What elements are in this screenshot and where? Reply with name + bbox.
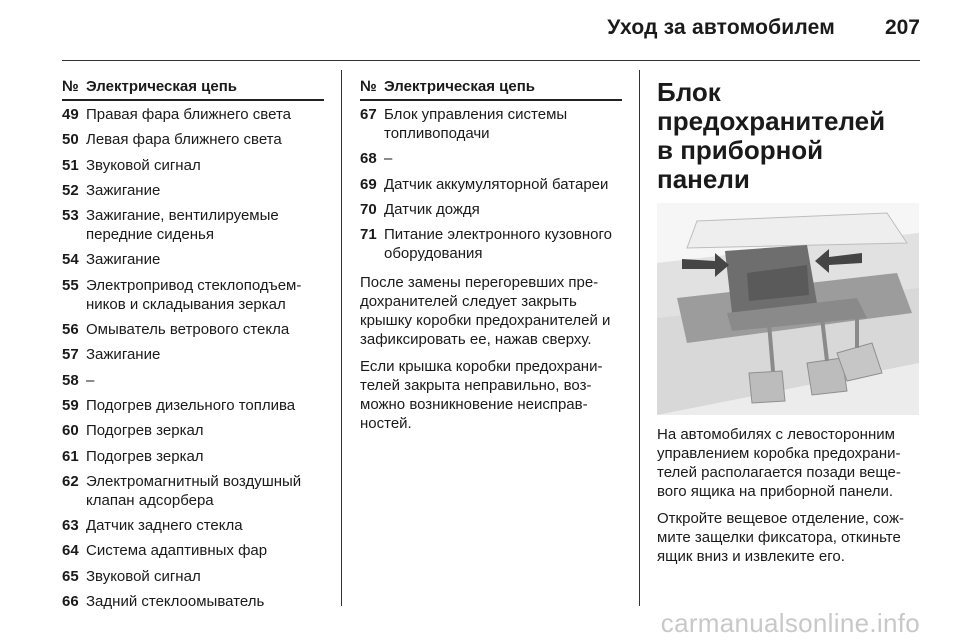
fuse-number: 54 <box>62 251 79 269</box>
col-no-header: № <box>62 78 79 95</box>
table-row <box>62 181 324 200</box>
fuse-number: 62 <box>62 472 79 490</box>
fuse-circuit: Зажигание <box>86 181 161 199</box>
fuse-circuit: Звуковой сигнал <box>86 567 201 585</box>
fuse-circuit: Омыватель ветрового стекла <box>86 321 290 339</box>
section-title: Блок предохранителей в приборной панели <box>657 77 886 194</box>
table-row <box>62 105 324 124</box>
column-divider-1 <box>341 70 342 606</box>
fuse-circuit: Датчик аккумуляторной батареи <box>384 175 609 193</box>
table-row <box>62 250 324 269</box>
fuse-circuit: Датчик дождя <box>384 200 480 218</box>
table-row <box>62 541 324 560</box>
fuse-number: 50 <box>62 131 79 149</box>
header-rule <box>62 60 920 61</box>
fuse-circuit: Задний стеклоомыватель <box>86 593 265 611</box>
table-row <box>360 149 622 168</box>
fuse-number: 56 <box>62 321 79 339</box>
fuse-circuit: – <box>384 150 393 168</box>
page-number: 207 <box>884 16 920 39</box>
fuse-number: 49 <box>62 106 79 123</box>
paragraph-instructions: Откройте вещевое отделение, сож-мите защелки фиксатора, откиньте ящик вниз и извлеките его. <box>657 510 904 565</box>
paragraph-replace-fuses: После замены перегоревших пре-дохранителей следует закрыть крышку коробки предохранителей и зафиксировать ее, нажав сверху. <box>360 274 611 349</box>
fuse-circuit: Электромагнитный воздушный клапан адсорбера <box>86 472 302 509</box>
dashboard-fuse-box-illustration <box>657 203 919 415</box>
fuse-number: 51 <box>62 156 79 174</box>
fuse-number: 68 <box>360 150 377 168</box>
right-column <box>657 78 922 574</box>
table-row <box>62 472 324 510</box>
table-row <box>62 345 324 364</box>
table-row <box>62 592 324 611</box>
fuse-table-left <box>62 77 324 617</box>
table-row <box>62 396 324 415</box>
table-row <box>360 200 622 219</box>
fuse-rows-middle <box>360 105 622 263</box>
fuse-number: 53 <box>62 207 79 225</box>
fuse-number: 52 <box>62 181 79 199</box>
fuse-number: 63 <box>62 517 79 535</box>
watermark: carmanualsonline.info <box>660 608 920 638</box>
fuse-number: 58 <box>62 371 79 389</box>
table-row <box>360 225 622 263</box>
fuse-circuit: Подогрев дизельного топлива <box>86 396 296 414</box>
fuse-number: 60 <box>62 422 79 440</box>
col-circuit-header: Электрическая цепь <box>384 78 536 95</box>
fuse-number: 57 <box>62 346 79 364</box>
fuse-circuit: Подогрев зеркал <box>86 422 204 440</box>
fuse-number: 71 <box>360 226 377 244</box>
table-row <box>360 105 622 143</box>
fuse-number: 65 <box>62 567 79 585</box>
page-header-title: Уход за автомобилем <box>607 16 835 39</box>
fuse-circuit: – <box>86 371 95 389</box>
middle-column <box>360 77 622 441</box>
table-row <box>62 320 324 339</box>
column-divider-2 <box>639 70 640 606</box>
paragraph-location: На автомобилях с левосторонним управлением коробка предохрани-телей располагается позади веще-вого ящика на приборной панели. <box>657 426 901 500</box>
fuse-number: 66 <box>62 593 79 611</box>
table-header <box>62 77 324 101</box>
fuse-number: 69 <box>360 175 377 193</box>
fuse-number: 59 <box>62 396 79 414</box>
fuse-circuit: Датчик заднего стекла <box>86 517 243 535</box>
fuse-circuit: Подогрев зеркал <box>86 447 204 465</box>
fuse-circuit: Блок управления системы топливоподачи <box>384 106 568 142</box>
fuse-circuit: Зажигание, вентилируемые передние сиденья <box>86 207 279 244</box>
fuse-rows-left <box>62 105 324 611</box>
table-row <box>360 175 622 194</box>
table-row <box>62 516 324 535</box>
col-circuit-header: Электрическая цепь <box>86 78 238 95</box>
table-row <box>62 276 324 314</box>
fuse-number: 64 <box>62 542 79 560</box>
table-row <box>62 567 324 586</box>
table-row <box>62 156 324 175</box>
col-no-header: № <box>360 78 377 95</box>
fuse-number: 67 <box>360 106 377 123</box>
fuse-circuit: Питание электронного кузовного оборудования <box>384 226 613 263</box>
fuse-circuit: Правая фара ближнего света <box>86 106 291 123</box>
fuse-circuit: Левая фара ближнего света <box>86 131 282 149</box>
table-row <box>62 371 324 390</box>
table-header <box>360 77 622 101</box>
fuse-circuit: Электропривод стеклоподъем-ников и складывания зеркал <box>86 276 302 313</box>
fuse-circuit: Зажигание <box>86 251 161 269</box>
table-row <box>62 130 324 149</box>
table-row <box>62 206 324 244</box>
paragraph-cover-warning: Если крышка коробки предохрани-телей закрыта неправильно, воз-можно возникновение неисправ-ностей. <box>360 358 603 433</box>
table-row <box>62 447 324 466</box>
fuse-number: 70 <box>360 200 377 218</box>
fuse-circuit: Звуковой сигнал <box>86 156 201 174</box>
fuse-number: 61 <box>62 447 79 465</box>
fuse-circuit: Зажигание <box>86 346 161 364</box>
table-row <box>62 421 324 440</box>
fuse-circuit: Система адаптивных фар <box>86 542 268 560</box>
fuse-number: 55 <box>62 276 79 294</box>
